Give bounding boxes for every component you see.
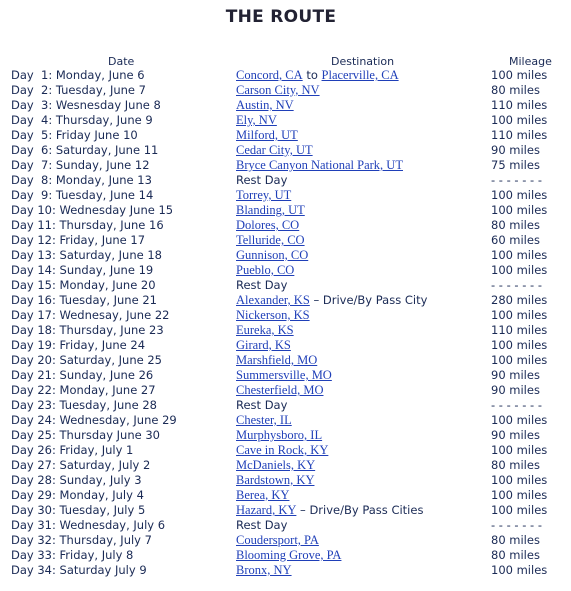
destination-text: Rest Day: [236, 518, 288, 532]
table-row: [0, 518, 571, 533]
destination-cell: [236, 68, 399, 83]
table-row: [0, 113, 571, 128]
day-label: Day 11: Thursday, June 16: [11, 218, 164, 232]
destination-text: – Drive/By Pass Cities: [296, 503, 424, 517]
day-label: Day 2: Tuesday, June 7: [11, 83, 146, 97]
destination-cell: [236, 458, 315, 473]
destination-link[interactable]: Berea, KY: [236, 488, 290, 502]
table-row: [0, 548, 571, 563]
day-label: Day 31: Wednesday, July 6: [11, 518, 166, 532]
destination-cell: [236, 293, 427, 308]
mileage-value: 100 miles: [491, 188, 548, 202]
mileage-value: 100 miles: [491, 203, 548, 217]
destination-link[interactable]: Milford, UT: [236, 128, 298, 142]
table-row: [0, 458, 571, 473]
mileage-value: 100 miles: [491, 563, 548, 577]
day-label: Day 10: Wednesday June 15: [11, 203, 174, 217]
day-label: Day 17: Wednesay, June 22: [11, 308, 170, 322]
destination-link[interactable]: Chester, IL: [236, 413, 292, 427]
mileage-value: 110 miles: [491, 98, 548, 112]
destination-cell: [236, 488, 289, 503]
table-row: [0, 563, 571, 578]
destination-link[interactable]: Chesterfield, MO: [236, 383, 324, 397]
day-label: Day 12: Friday, June 17: [11, 233, 146, 247]
destination-cell: [236, 368, 332, 383]
destination-link[interactable]: Concord, CA: [236, 68, 303, 82]
mileage-value: 100 miles: [491, 413, 548, 427]
mileage-value: 80 miles: [491, 83, 540, 97]
destination-link[interactable]: Summersville, MO: [236, 368, 332, 382]
destination-cell: [236, 428, 322, 443]
route-table: [0, 68, 571, 578]
day-label: Day 29: Monday, July 4: [11, 488, 144, 502]
day-label: Day 6: Saturday, June 11: [11, 143, 159, 157]
destination-cell: [236, 353, 317, 368]
destination-text: to: [302, 68, 322, 82]
destination-link[interactable]: Bronx, NY: [236, 563, 292, 577]
mileage-value: 100 miles: [491, 503, 548, 517]
day-label: Day 34: Saturday July 9: [11, 563, 147, 577]
destination-link[interactable]: Pueblo, CO: [236, 263, 295, 277]
destination-link[interactable]: Placerville, CA: [321, 68, 399, 82]
day-label: Day 24: Wednesday, June 29: [11, 413, 177, 427]
mileage-value: 100 miles: [491, 263, 548, 277]
day-label: Day 33: Friday, July 8: [11, 548, 134, 562]
table-row: [0, 533, 571, 548]
mileage-value: 90 miles: [491, 368, 540, 382]
header-date: Date: [108, 55, 135, 68]
day-label: Day 16: Tuesday, June 21: [11, 293, 157, 307]
destination-cell: [236, 218, 299, 233]
destination-cell: [236, 308, 310, 323]
day-label: Day 26: Friday, July 1: [11, 443, 134, 457]
table-row: [0, 383, 571, 398]
destination-cell: [236, 158, 403, 173]
destination-text: Rest Day: [236, 173, 288, 187]
mileage-value: 80 miles: [491, 218, 540, 232]
day-label: Day 9: Tuesday, June 14: [11, 188, 154, 202]
destination-text: Rest Day: [236, 398, 288, 412]
day-label: Day 32: Thursday, July 7: [11, 533, 152, 547]
destination-link[interactable]: Ely, NV: [236, 113, 277, 127]
table-row: [0, 98, 571, 113]
table-row: [0, 473, 571, 488]
table-row: [0, 233, 571, 248]
destination-cell: [236, 533, 319, 548]
mileage-value: 280 miles: [491, 293, 548, 307]
destination-cell: [236, 383, 323, 398]
mileage-value: - - - - - - -: [491, 278, 542, 292]
destination-link[interactable]: Hazard, KY: [236, 503, 297, 517]
destination-link[interactable]: Nickerson, KS: [236, 308, 310, 322]
destination-cell: [236, 518, 287, 533]
destination-link[interactable]: Bryce Canyon National Park, UT: [236, 158, 403, 172]
day-label: Day 8: Monday, June 13: [11, 173, 152, 187]
destination-text: Rest Day: [236, 278, 288, 292]
destination-link[interactable]: Marshfield, MO: [236, 353, 318, 367]
mileage-value: - - - - - - -: [491, 398, 542, 412]
table-row: [0, 293, 571, 308]
destination-text: – Drive/By Pass City: [309, 293, 428, 307]
destination-cell: [236, 413, 292, 428]
table-row: [0, 338, 571, 353]
table-row: [0, 68, 571, 83]
destination-cell: [236, 563, 292, 578]
table-row: [0, 413, 571, 428]
mileage-value: - - - - - - -: [491, 173, 542, 187]
mileage-value: 100 miles: [491, 488, 548, 502]
day-label: Day 15: Monday, June 20: [11, 278, 156, 292]
destination-link[interactable]: Blooming Grove, PA: [236, 548, 342, 562]
mileage-value: 100 miles: [491, 113, 548, 127]
destination-link[interactable]: Cave in Rock, KY: [236, 443, 329, 457]
mileage-value: 75 miles: [491, 158, 540, 172]
day-label: Day 5: Friday June 10: [11, 128, 138, 142]
destination-cell: [236, 323, 294, 338]
destination-link[interactable]: Dolores, CO: [236, 218, 300, 232]
mileage-value: 80 miles: [491, 458, 540, 472]
table-row: [0, 83, 571, 98]
destination-cell: [236, 233, 305, 248]
day-label: Day 20: Saturday, June 25: [11, 353, 162, 367]
mileage-value: - - - - - - -: [491, 518, 542, 532]
mileage-value: 100 miles: [491, 248, 548, 262]
table-row: [0, 308, 571, 323]
destination-link[interactable]: Torrey, UT: [236, 188, 292, 202]
table-row: [0, 173, 571, 188]
destination-cell: [236, 278, 287, 293]
day-label: Day 21: Sunday, June 26: [11, 368, 154, 382]
mileage-value: 100 miles: [491, 473, 548, 487]
destination-cell: [236, 143, 313, 158]
header-mileage: Mileage: [509, 55, 552, 68]
day-label: Day 23: Tuesday, June 28: [11, 398, 157, 412]
table-row: [0, 398, 571, 413]
table-row: [0, 443, 571, 458]
destination-cell: [236, 173, 287, 188]
day-label: Day 7: Sunday, June 12: [11, 158, 150, 172]
table-row: [0, 143, 571, 158]
destination-link[interactable]: Alexander, KS: [236, 293, 310, 307]
page-title: THE ROUTE: [225, 7, 337, 27]
mileage-value: 90 miles: [491, 143, 540, 157]
destination-cell: [236, 98, 294, 113]
table-row: [0, 263, 571, 278]
mileage-value: 100 miles: [491, 308, 548, 322]
mileage-value: 60 miles: [491, 233, 540, 247]
destination-link[interactable]: Gunnison, CO: [236, 248, 309, 262]
day-label: Day 28: Sunday, July 3: [11, 473, 142, 487]
destination-cell: [236, 188, 291, 203]
destination-link[interactable]: Blanding, UT: [236, 203, 305, 217]
destination-cell: [236, 203, 305, 218]
table-row: [0, 218, 571, 233]
mileage-value: 90 miles: [491, 428, 540, 442]
mileage-value: 100 miles: [491, 68, 548, 82]
day-label: Day 13: Saturday, June 18: [11, 248, 162, 262]
destination-cell: [236, 338, 291, 353]
destination-cell: [236, 248, 308, 263]
mileage-value: 110 miles: [491, 323, 548, 337]
destination-cell: [236, 443, 328, 458]
table-row: [0, 128, 571, 143]
table-row: [0, 188, 571, 203]
day-label: Day 14: Sunday, June 19: [11, 263, 154, 277]
mileage-value: 80 miles: [491, 548, 540, 562]
mileage-value: 100 miles: [491, 338, 548, 352]
day-label: Day 25: Thursday June 30: [11, 428, 160, 442]
table-row: [0, 488, 571, 503]
day-label: Day 3: Wesnesday June 8: [11, 98, 161, 112]
day-label: Day 22: Monday, June 27: [11, 383, 156, 397]
destination-link[interactable]: Austin, NV: [236, 98, 294, 112]
day-label: Day 1: Monday, June 6: [11, 68, 145, 82]
destination-cell: [236, 128, 298, 143]
destination-cell: [236, 503, 423, 518]
destination-cell: [236, 83, 320, 98]
destination-link[interactable]: Coudersport, PA: [236, 533, 319, 547]
day-label: Day 18: Thursday, June 23: [11, 323, 164, 337]
table-row: [0, 158, 571, 173]
table-row: [0, 368, 571, 383]
table-row: [0, 503, 571, 518]
table-row: [0, 248, 571, 263]
destination-link[interactable]: Eureka, KS: [236, 323, 294, 337]
destination-link[interactable]: Cedar City, UT: [236, 143, 313, 157]
destination-link[interactable]: McDaniels, KY: [236, 458, 316, 472]
day-label: Day 30: Tuesday, July 5: [11, 503, 146, 517]
day-label: Day 4: Thursday, June 9: [11, 113, 153, 127]
destination-cell: [236, 473, 314, 488]
mileage-value: 100 miles: [491, 353, 548, 367]
table-row: [0, 278, 571, 293]
table-row: [0, 203, 571, 218]
destination-link[interactable]: Bardstown, KY: [236, 473, 315, 487]
mileage-value: 100 miles: [491, 443, 548, 457]
day-label: Day 19: Friday, June 24: [11, 338, 146, 352]
table-row: [0, 323, 571, 338]
table-row: [0, 428, 571, 443]
mileage-value: 110 miles: [491, 128, 548, 142]
mileage-value: 90 miles: [491, 383, 540, 397]
destination-cell: [236, 263, 294, 278]
day-label: Day 27: Saturday, July 2: [11, 458, 151, 472]
table-row: [0, 353, 571, 368]
header-destination: Destination: [331, 55, 395, 68]
destination-cell: [236, 398, 287, 413]
mileage-value: 80 miles: [491, 533, 540, 547]
destination-cell: [236, 548, 341, 563]
destination-link[interactable]: Girard, KS: [236, 338, 291, 352]
destination-link[interactable]: Telluride, CO: [236, 233, 305, 247]
destination-cell: [236, 113, 277, 128]
destination-link[interactable]: Carson City, NV: [236, 83, 320, 97]
destination-link[interactable]: Murphysboro, IL: [236, 428, 323, 442]
